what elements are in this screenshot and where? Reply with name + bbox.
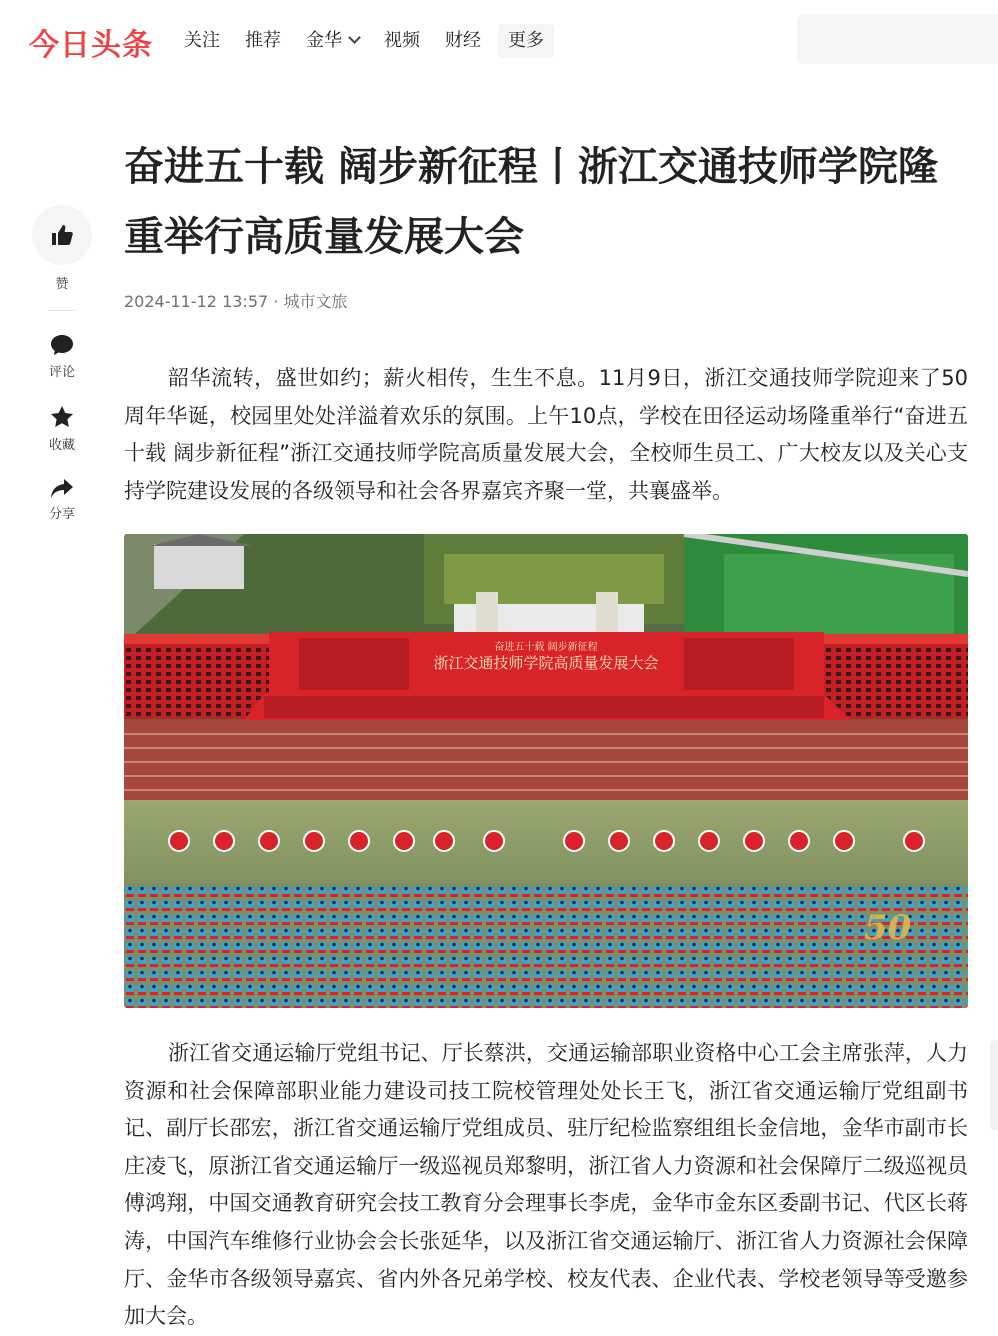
article-photo[interactable]	[124, 534, 968, 1008]
nav-jinhua-label: 金华	[306, 30, 342, 51]
nav-jinhua[interactable]	[306, 24, 359, 58]
banner-title: 浙江交通技师学院高质量发展大会	[433, 654, 659, 672]
toutiao-logo[interactable]: 今日头条	[29, 28, 153, 63]
article-paragraph-1: 韶华流转，盛世如约；薪火相传，生生不息。11月9日，浙江交通技师学院迎来了50周年华诞，校园里处处洋溢着欢乐的氛围。上午10点，学校在田径运动场隆重举行“奋进五十载 阔步新征程”浙江交通技师学院高质量发展大会，全校师生员工、广大校友以及关心支持学院建设发展的各级领导和社会各界嘉宾齐聚一堂，共襄盛举。	[124, 366, 968, 503]
chevron-down-icon	[348, 31, 361, 44]
like-button[interactable]	[32, 205, 92, 265]
top-header	[0, 0, 998, 80]
main-nav	[184, 24, 579, 58]
article-action-bar	[32, 205, 92, 536]
search-input[interactable]	[797, 14, 998, 64]
article-paragraph-2: 浙江省交通运输厅党组书记、厅长蔡洪，交通运输部职业资格中心工会主席张萍，人力资源和社会保障部职业能力建设司技工院校管理处处长王飞，浙江省交通运输厅党组副书记、副厅长邵宏，浙江省交通运输厅党组成员、驻厅纪检监察组组长金信地，金华市副市长庄凌飞，原浙江省交通运输厅一级巡视员郑黎明，浙江省人力资源和社会保障厅二级巡视员傅鸿翔，中国交通教育研究会技工教育分会理事长李虎，金华市金东区委副书记、代区长蒋涛，中国汽车维修行业协会会长张延华，以及浙江省交通运输厅、浙江省人力资源社会保障厅、金华市各级领导嘉宾、省内外各兄弟学校、校友代表、企业代表、学校老领导等受邀参加大会。	[124, 1041, 968, 1329]
thumbs-up-icon	[50, 223, 74, 247]
nav-finance[interactable]: 财经	[445, 30, 481, 51]
share-button[interactable]	[32, 477, 92, 522]
like-label: 赞	[55, 277, 69, 292]
comment-label: 评论	[48, 365, 75, 380]
nav-follow[interactable]: 关注	[184, 30, 220, 51]
banner-subtitle: 奋进五十载 阔步新征程	[494, 642, 598, 653]
action-divider	[48, 310, 76, 311]
share-arrow-icon	[49, 477, 75, 501]
scroll-handle[interactable]	[990, 1040, 998, 1130]
nav-recommend[interactable]: 推荐	[245, 30, 281, 51]
comment-icon	[49, 333, 75, 357]
star-icon	[49, 404, 75, 430]
nav-more[interactable]: 更多	[498, 24, 554, 58]
article-title: 奋进五十载 阔步新征程丨浙江交通技师学院隆重举行高质量发展大会	[124, 144, 938, 260]
share-label: 分享	[48, 507, 75, 522]
comment-button[interactable]	[32, 333, 92, 380]
favorite-label: 收藏	[48, 438, 75, 453]
favorite-button[interactable]	[32, 404, 92, 453]
anniversary-watermark: 50	[864, 908, 912, 948]
aerial-ceremony-illustration	[124, 534, 968, 1008]
article-meta: 2024-11-12 13:57 · 城市文旅	[124, 292, 348, 311]
nav-video[interactable]: 视频	[384, 30, 420, 51]
